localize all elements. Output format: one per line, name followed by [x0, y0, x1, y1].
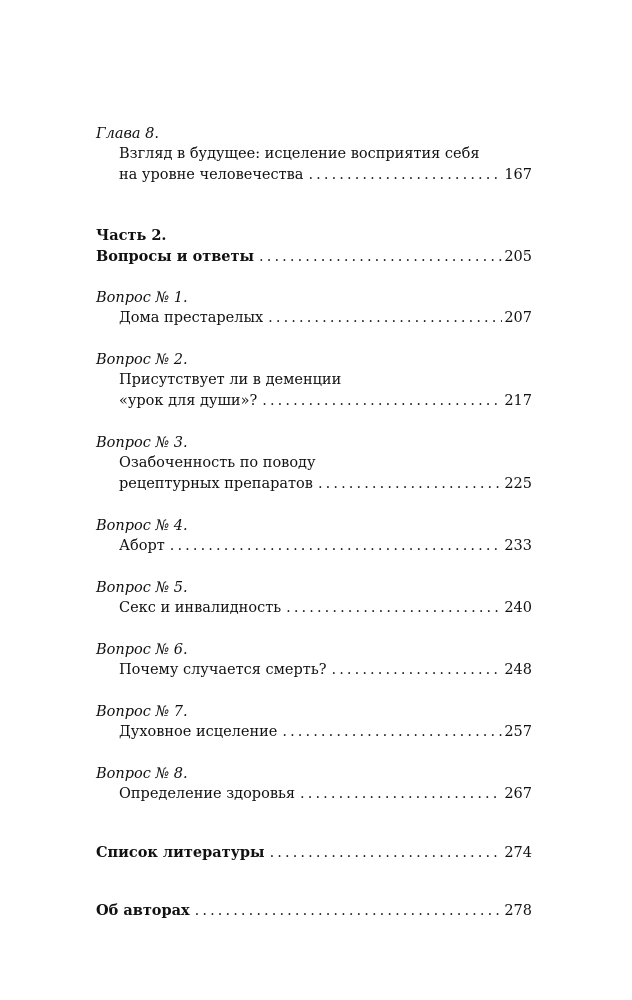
page-number: 207: [504, 310, 532, 326]
page-number: 167: [504, 167, 532, 183]
page-number: 257: [504, 724, 532, 740]
dot-leader: [268, 308, 502, 329]
dot-leader: [195, 901, 503, 922]
part-title-text: Вопросы и ответы: [96, 248, 255, 265]
toc-question-1: [96, 288, 532, 329]
dot-leader: [332, 660, 503, 681]
toc-chapter-8: [96, 124, 532, 186]
toc-question-8: [96, 764, 532, 805]
toc-bibliography: [96, 842, 532, 863]
question-title-text: рецептурных препаратов: [119, 476, 313, 492]
dot-leader: [262, 391, 502, 412]
page-number: 267: [504, 786, 532, 802]
question-title-line: [96, 598, 532, 619]
part-title-line: [96, 246, 532, 267]
question-title-line: [96, 660, 532, 681]
page-number: 278: [504, 903, 532, 919]
question-label: Вопрос № 1.: [96, 290, 188, 306]
question-label: Вопрос № 5.: [96, 580, 188, 596]
question-title-text: Почему случается смерть?: [119, 662, 327, 678]
page-number: 233: [504, 538, 532, 554]
dot-leader: [286, 598, 502, 619]
question-label: Вопрос № 3.: [96, 435, 188, 451]
question-title-line: [96, 536, 532, 557]
question-label: Вопрос № 4.: [96, 518, 188, 534]
dot-leader: [282, 722, 502, 743]
question-label: Вопрос № 2.: [96, 352, 188, 368]
bibliography-title: Список литературы: [96, 844, 265, 861]
toc-question-6: [96, 640, 532, 681]
table-of-contents: [96, 124, 532, 921]
dot-leader: [318, 474, 502, 495]
question-label: Вопрос № 6.: [96, 642, 188, 658]
question-title-line: [96, 308, 532, 329]
part-label: Часть 2.: [96, 227, 167, 244]
page-number: 205: [504, 249, 532, 265]
bibliography-line: [96, 842, 532, 863]
question-title-text: Дома престарелых: [119, 310, 264, 326]
toc-question-3: [96, 433, 532, 495]
dot-leader: [300, 784, 502, 805]
question-title-text: Определение здоровья: [119, 786, 296, 802]
chapter-label: Глава 8.: [96, 126, 160, 142]
question-title-text: Секс и инвалидность: [119, 600, 282, 616]
question-title-line: [96, 722, 532, 743]
dot-leader: [308, 165, 502, 186]
dot-leader: [170, 536, 503, 557]
page-number: 225: [504, 476, 532, 492]
page-number: 248: [504, 662, 532, 678]
question-title-text: «урок для души»?: [119, 393, 258, 409]
toc-about-authors: [96, 900, 532, 921]
chapter-title-last-line: [96, 165, 532, 186]
question-title-text: Аборт: [119, 538, 165, 554]
question-title-line: Присутствует ли в деменции: [119, 372, 342, 388]
about-authors-title: Об авторах: [96, 902, 190, 919]
toc-question-4: [96, 516, 532, 557]
dot-leader: [270, 843, 503, 864]
toc-question-2: [96, 350, 532, 412]
question-title-text: Духовное исцеление: [119, 724, 278, 740]
question-label: Вопрос № 7.: [96, 704, 188, 720]
question-title-last-line: [96, 474, 532, 495]
question-title-last-line: [96, 391, 532, 412]
toc-question-5: [96, 578, 532, 619]
toc-part-2: [96, 225, 532, 267]
chapter-title-line: Взгляд в будущее: исцеление восприятия себя: [119, 146, 480, 162]
chapter-title-text: на уровне человечества: [119, 167, 304, 183]
page-number: 217: [504, 393, 532, 409]
dot-leader: [259, 247, 502, 268]
page-number: 240: [504, 600, 532, 616]
toc-question-7: [96, 702, 532, 743]
question-label: Вопрос № 8.: [96, 766, 188, 782]
about-authors-line: [96, 900, 532, 921]
question-title-line: Озабоченность по поводу: [119, 455, 316, 471]
page-number: 274: [504, 845, 532, 861]
question-title-line: [96, 784, 532, 805]
